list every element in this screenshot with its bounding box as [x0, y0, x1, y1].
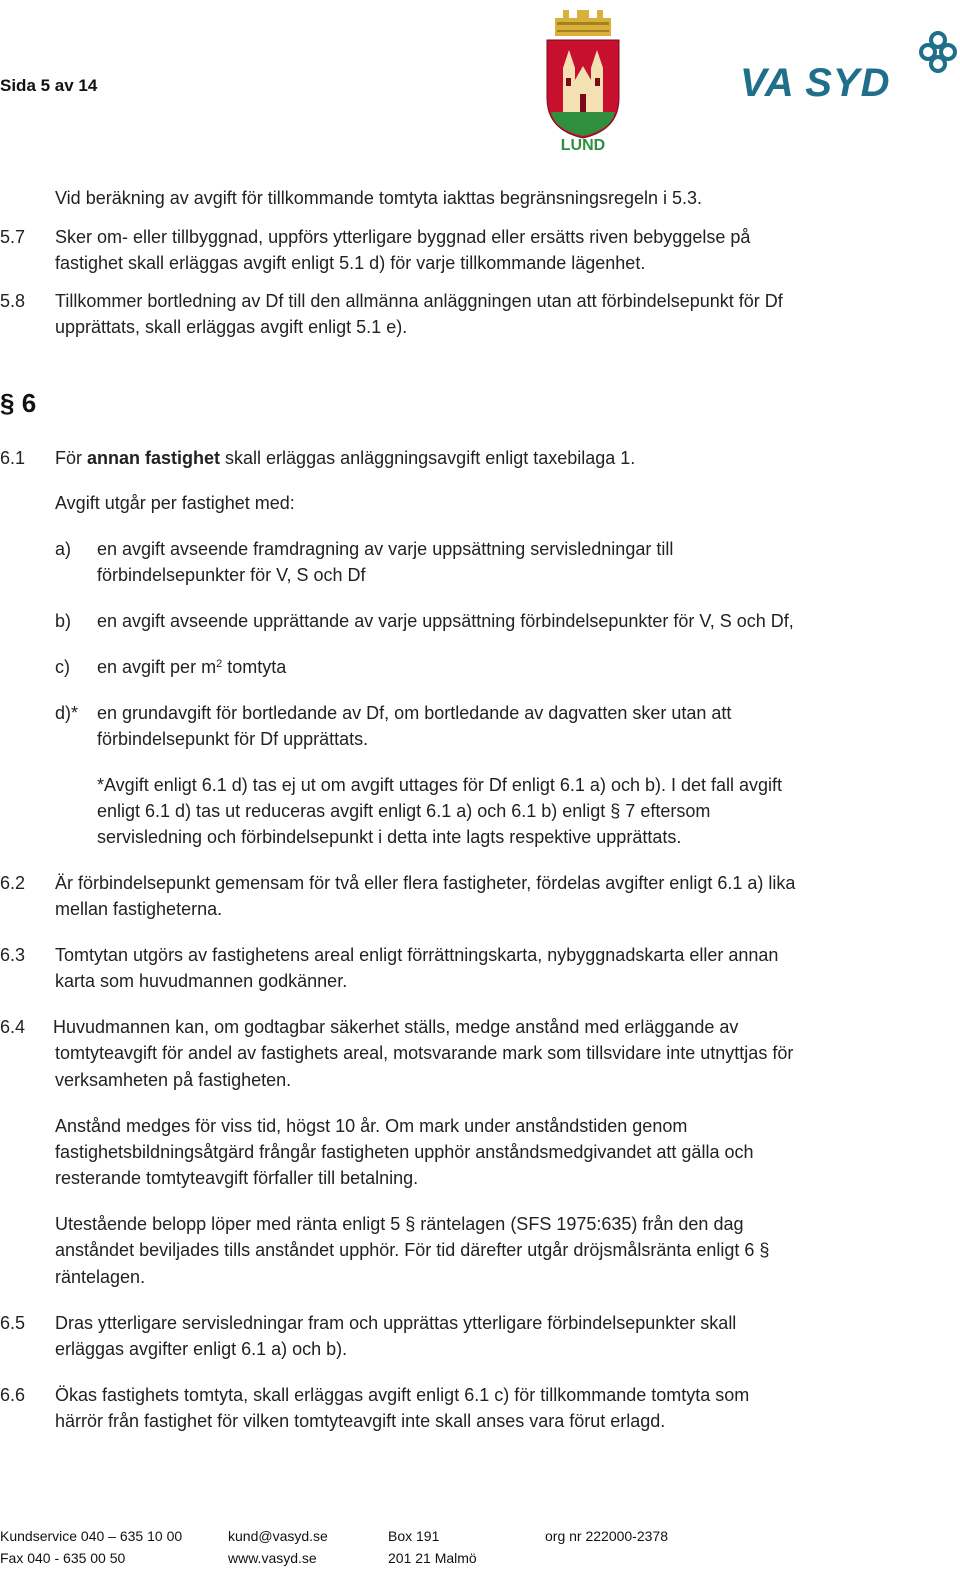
clause-6-1-bold: annan fastighet — [87, 448, 221, 468]
footer-kundservice: Kundservice 040 – 635 10 00 — [0, 1528, 183, 1544]
footer-box: Box 191 — [388, 1528, 440, 1544]
clause-number-6-3: 6.3 — [0, 945, 26, 965]
section-heading — [0, 388, 36, 419]
clause-6-2-line-1: Är förbindelsepunkt gemensam för två eller flera fastigheter, fördelas avgifter enligt 6.1 a) lika — [55, 873, 796, 893]
section-symbol: § — [0, 388, 15, 418]
item-c-label: c) — [55, 657, 70, 677]
lund-coat-of-arms-logo — [543, 6, 623, 154]
clause-6-4-para3-line-2: anståndet beviljades tills anståndet upphör. För tid därefter utgår dröjsmålsränta enligt 6 § — [55, 1240, 770, 1260]
clause-6-4-para2-line-2: fastighetsbildningsåtgärd frångår fastigheten upphör anståndsmedgivandet att gälla och — [55, 1142, 754, 1162]
item-a-line-1: en avgift avseende framdragning av varje uppsättning servisledningar till — [97, 539, 674, 559]
svg-text:LUND: LUND — [560, 137, 606, 154]
clause-number-5-7: 5.7 — [0, 227, 26, 247]
clause-6-4-line-2: tomtyteavgift för andel av fastighets areal, motsvarande mark som tillsvidare inte utnyttjas för — [55, 1043, 794, 1063]
footnote-line-1: *Avgift enligt 6.1 d) tas ej ut om avgift uttages för Df enligt 6.1 a) och b). I det fall avgift — [97, 775, 783, 795]
clause-number-6-4: 6.4 — [0, 1017, 26, 1037]
intro-text: Vid beräkning av avgift för tillkommande tomtyta iakttas begränsningsregeln i 5.3. — [55, 188, 703, 208]
item-a-line-2: förbindelsepunkter för V, S och Df — [97, 565, 366, 585]
footer-website[interactable]: www.vasyd.se — [228, 1550, 317, 1566]
clause-6-4-para2-line-1: Anstånd medges för viss tid, högst 10 år. Om mark under anståndstiden genom — [55, 1116, 688, 1136]
clause-5-7-line-1: Sker om- eller tillbyggnad, uppförs ytterligare byggnad eller ersätts riven bebyggelse på — [55, 227, 751, 247]
clause-5-8-line-1: Tillkommer bortledning av Df till den allmänna anläggningen utan att förbindelsepunkt för Df — [55, 291, 783, 311]
clause-6-4-line-3: verksamheten på fastigheten. — [55, 1070, 292, 1090]
clause-6-3-line-1: Tomtytan utgörs av fastighetens areal enligt förrättningskarta, nybyggnadskarta eller annan — [55, 945, 779, 965]
item-b-line-1: en avgift avseende upprättande av varje uppsättning förbindelsepunkter för V, S och Df, — [97, 611, 794, 631]
item-a-label: a) — [55, 539, 72, 559]
item-d-label: d)* — [55, 703, 79, 723]
avgift-intro: Avgift utgår per fastighet med: — [55, 493, 295, 513]
item-c-line-1: en avgift per $m^2$ tomtyta — [97, 657, 287, 677]
page-number: Sida 5 av 14 — [0, 76, 98, 95]
footnote-line-2: enligt 6.1 d) tas ut reduceras avgift enligt 6.1 a) och 6.1 b) enligt § 7 eftersom — [97, 801, 711, 821]
clause-6-6-line-1: Ökas fastighets tomtyta, skall erläggas avgift enligt 6.1 c) för tillkommande tomtyta som — [55, 1385, 750, 1405]
clause-6-1-text: För annan fastighet skall erläggas anläggningsavgift enligt taxebilaga 1. — [55, 448, 636, 468]
clause-6-5-line-2: erläggas avgifter enligt 6.1 a) och b). — [55, 1339, 348, 1359]
clause-5-7-line-2: fastighet skall erläggas avgift enligt 5.1 d) för varje tillkommande lägenhet. — [55, 253, 646, 273]
clause-number-6-5: 6.5 — [0, 1313, 26, 1333]
clause-number-6-1: 6.1 — [0, 448, 26, 468]
item-d-line-1: en grundavgift för bortledande av Df, om bortledande av dagvatten sker utan att — [97, 703, 732, 723]
clause-number-6-2: 6.2 — [0, 873, 26, 893]
footer-fax: Fax 040 - 635 00 50 — [0, 1550, 126, 1566]
clause-6-4-para3-line-3: räntelagen. — [55, 1267, 146, 1287]
clause-5-8-line-2: upprättats, skall erläggas avgift enligt 5.1 e). — [55, 317, 408, 337]
item-b-label: b) — [55, 611, 72, 631]
svg-text:VA SYD: VA SYD — [740, 61, 891, 100]
clause-number-5-8: 5.8 — [0, 291, 26, 311]
clause-6-4-para3-line-1: Utestående belopp löper med ränta enligt 5 § räntelagen (SFS 1975:635) från den dag — [55, 1214, 744, 1234]
clause-6-3-line-2: karta som huvudmannen godkänner. — [55, 971, 348, 991]
footer-orgnr: org nr 222000-2378 — [545, 1528, 668, 1544]
section-number: 6 — [21, 388, 37, 418]
clause-6-5-line-1: Dras ytterligare servisledningar fram och upprättas ytterligare förbindelsepunkter skall — [55, 1313, 737, 1333]
clause-number-6-6: 6.6 — [0, 1385, 26, 1405]
footer-email[interactable]: kund@vasyd.se — [228, 1528, 328, 1544]
item-d-line-2: förbindelsepunkt för Df upprättats. — [97, 729, 369, 749]
vasyd-logo — [738, 30, 960, 100]
clause-6-4-line-1: Huvudmannen kan, om godtagbar säkerhet ställs, medge anstånd med erläggande av — [53, 1017, 739, 1037]
footnote-line-3: servisledning och förbindelsepunkt i detta inte lagts respektive upprättats. — [97, 827, 682, 847]
clause-6-4-para2-line-3: resterande tomtyteavgift förfaller till betalning. — [55, 1168, 419, 1188]
clause-6-2-line-2: mellan fastigheterna. — [55, 899, 223, 919]
footer-postal: 201 21 Malmö — [388, 1550, 477, 1566]
clause-6-6-line-2: härrör från fastighet för vilken tomtyteavgift inte skall anses vara förut erlagd. — [55, 1411, 666, 1431]
